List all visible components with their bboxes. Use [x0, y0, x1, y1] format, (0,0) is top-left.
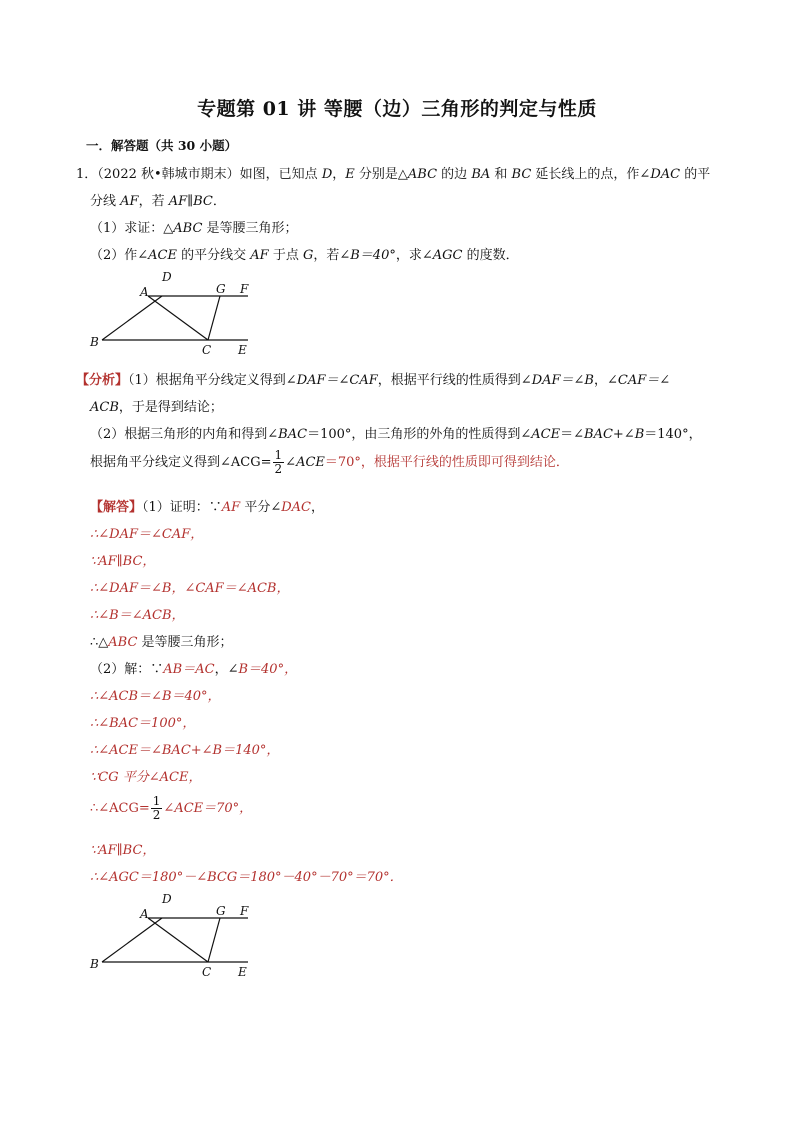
solution-line-9: ∴∠BAC＝100°， — [90, 716, 196, 731]
label-g-2: G — [216, 904, 226, 918]
solution-line-7: （2）解：∵AB＝AC，∠B＝40°， — [90, 662, 298, 677]
question-2: （2）作∠ACE 的平分线交 AF 于点 G，若∠B＝40°，求∠AGC 的度数． — [90, 248, 519, 263]
label-d: D — [162, 270, 172, 284]
fraction-half: $\frac{1}{2}$ — [274, 448, 283, 476]
line-ac — [148, 296, 208, 340]
label-a-2: A — [140, 907, 149, 921]
analysis-line-1: 【分析】（1）根据角平分线定义得到∠DAF＝∠CAF，根据平行线的性质得到∠DAF＝∠B，∠CAF＝∠ — [76, 373, 671, 388]
label-g: G — [216, 282, 226, 296]
label-e-2: E — [238, 965, 247, 979]
label-a: A — [140, 285, 149, 299]
line-cg — [208, 296, 220, 340]
label-b: B — [90, 335, 99, 349]
problem-line-1: 1．（2022 秋•韩城市期末）如图，已知点 D，E 分别是△ABC 的边 BA 和 BC 延长线上的点，作∠DAC 的平 — [76, 167, 711, 182]
label-d-2: D — [162, 892, 172, 906]
solution-line-4: ∴∠DAF＝∠B，∠CAF＝∠ACB， — [90, 581, 290, 596]
solution-line-6: ∴△ABC 是等腰三角形； — [90, 635, 233, 650]
solution-line-1: 【解答】（1）证明：∵AF 平分∠DAC， — [90, 500, 325, 515]
line-ac-2 — [148, 918, 208, 962]
solution-line-12: ∴∠ACG= $\frac{1}{2}$ ∠ACE＝70°， — [90, 794, 253, 822]
solution-line-3: ∵AF∥BC， — [90, 554, 156, 569]
label-f-2: F — [240, 904, 249, 918]
solution-line-14: ∴∠AGC＝180°－∠BCG＝180°－40°－70°＝70°． — [90, 870, 403, 885]
line-ba — [102, 296, 162, 340]
solution-line-10: ∴∠ACE＝∠BAC+∠B＝140°， — [90, 743, 280, 758]
label-c: C — [202, 343, 212, 357]
analysis-line-3: （2）根据三角形的内角和得到∠BAC＝100°，由三角形的外角的性质得到∠ACE＝∠BAC+∠B＝140°， — [90, 427, 702, 442]
solution-line-11: ∵CG 平分∠ACE， — [90, 770, 202, 785]
label-e: E — [238, 343, 247, 357]
label-f: F — [240, 282, 249, 296]
solution-line-13: ∵AF∥BC， — [90, 843, 156, 858]
line-cg-2 — [208, 918, 220, 962]
line-ba-2 — [102, 918, 162, 962]
label-c-2: C — [202, 965, 212, 979]
geometry-figure-2 — [86, 888, 266, 984]
fraction-half-2: $\frac{1}{2}$ — [152, 794, 161, 822]
solution-line-2: ∴∠DAF＝∠CAF， — [90, 527, 204, 542]
analysis-line-4: 根据角平分线定义得到∠ACG= $\frac{1}{2}$ ∠ACE＝70°，根据平行线的性质即可得到结论． — [90, 448, 569, 476]
question-1: （1）求证：△ABC 是等腰三角形； — [90, 221, 298, 236]
problem-line-2: 分线 AF，若 AF∥BC． — [90, 194, 226, 209]
solution-line-5: ∴∠B＝∠ACB， — [90, 608, 185, 623]
geometry-figure-1 — [86, 266, 266, 362]
solution-line-8: ∴∠ACB＝∠B＝40°， — [90, 689, 221, 704]
label-b-2: B — [90, 957, 99, 971]
analysis-line-2: ACB，于是得到结论； — [90, 400, 223, 415]
section-heading: 一．解答题（共 30 小题） — [86, 138, 238, 153]
page-title: 专题第 01 讲 等腰（边）三角形的判定与性质 — [197, 98, 597, 120]
